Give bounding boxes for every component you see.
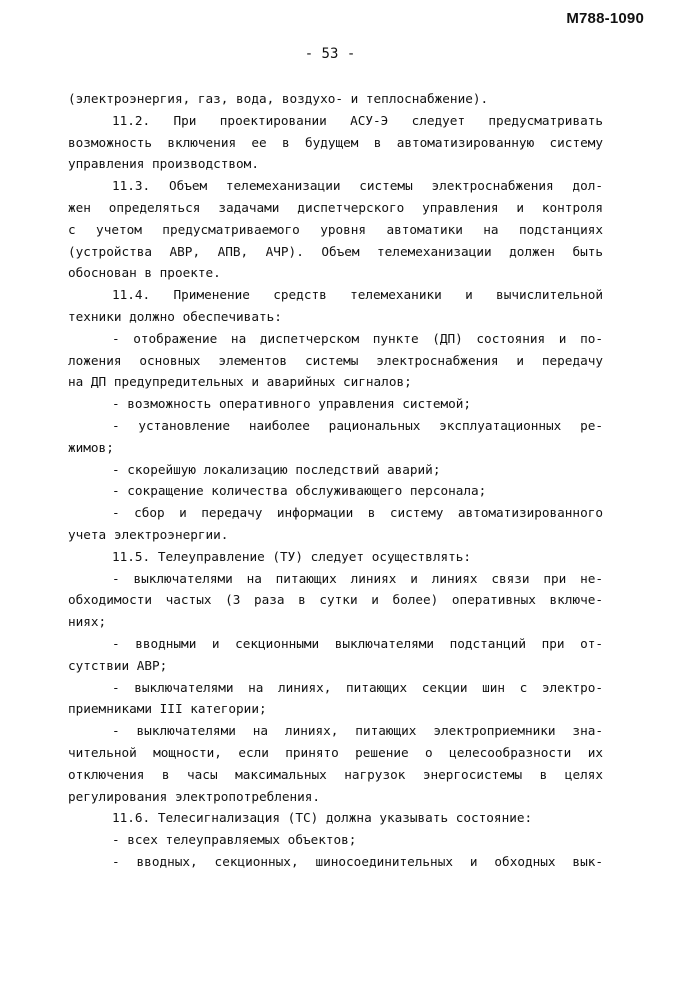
text-line: отключения в часы максимальных нагрузок энергосистемы в целях	[68, 766, 603, 782]
text-line: - скорейшую локализацию последствий аварий;	[112, 461, 441, 477]
text-line: управления производством.	[68, 156, 259, 172]
text-line: - вводных, секционных, шиносоединительных и обходных вык-	[112, 853, 603, 869]
text-line: возможность включения ее в будущем в автоматизированную систему	[68, 134, 603, 150]
text-line: (электроэнергия, газ, вода, воздухо- и теплоснабжение).	[68, 91, 489, 106]
text-line: - всех телеуправляемых объектов;	[112, 832, 357, 848]
text-line: учета электроэнергии.	[68, 526, 229, 542]
text-line: - установление наиболее рациональных эксплуатационных ре-	[112, 417, 603, 433]
text-line: на ДП предупредительных и аварийных сигналов;	[68, 374, 412, 390]
text-line: 11.3. Объем телемеханизации системы электроснабжения дол-	[112, 178, 603, 194]
text-line: - сокращение количества обслуживающего персонала;	[112, 483, 487, 499]
text-line: (устройства АВР, АПВ, АЧР). Объем телемеханизации должен быть	[68, 243, 603, 259]
text-line: - возможность оперативного управления системой;	[112, 396, 472, 412]
text-line: - вводными и секционными выключателями подстанций при от-	[112, 635, 603, 651]
text-line: жимов;	[68, 439, 114, 455]
text-line: ложения основных элементов системы электроснабжения и передачу	[68, 352, 603, 368]
text-line: - выключателями на линиях, питающих секции шин с электро-	[112, 679, 603, 695]
text-line: 11.4. Применение средств телемеханики и вычислительной	[112, 287, 603, 303]
text-line: 11.6. Телесигнализация (ТС) должна указывать состояние:	[112, 810, 533, 826]
text-line: 11.2. При проектировании АСУ-Э следует предусматривать	[112, 112, 603, 128]
text-line: жен определяться задачами диспетчерского управления и контроля	[68, 199, 603, 215]
text-line: ниях;	[68, 614, 107, 630]
text-line: сутствии АВР;	[68, 657, 168, 673]
text-line: приемниками III категории;	[68, 701, 267, 717]
text-line: техники должно обеспечивать:	[68, 308, 282, 324]
document-code: М788-1090	[566, 10, 644, 27]
text-line: - выключателями на линиях, питающих электроприемники зна-	[112, 723, 603, 739]
text-line: регулирования электропотребления.	[68, 788, 321, 804]
text-line: чительной мощности, если принято решение о целесообразности их	[68, 744, 603, 760]
page-number: - 53 -	[304, 46, 356, 62]
text-line: - отображение на диспетчерском пункте (ДП) состояния и по-	[112, 330, 603, 346]
text-line: с учетом предусматриваемого уровня автоматики на подстанциях	[68, 221, 603, 237]
document-body	[68, 88, 603, 873]
text-line: - сбор и передачу информации в систему автоматизированного	[112, 505, 603, 521]
text-line: - выключателями на питающих линиях и линиях связи при не-	[112, 570, 603, 586]
text-line: 11.5. Телеуправление (ТУ) следует осуществлять:	[112, 548, 472, 564]
text-line: обходимости частых (3 раза в сутки и более) оперативных включе-	[68, 592, 603, 608]
text-line: обоснован в проекте.	[68, 265, 221, 281]
